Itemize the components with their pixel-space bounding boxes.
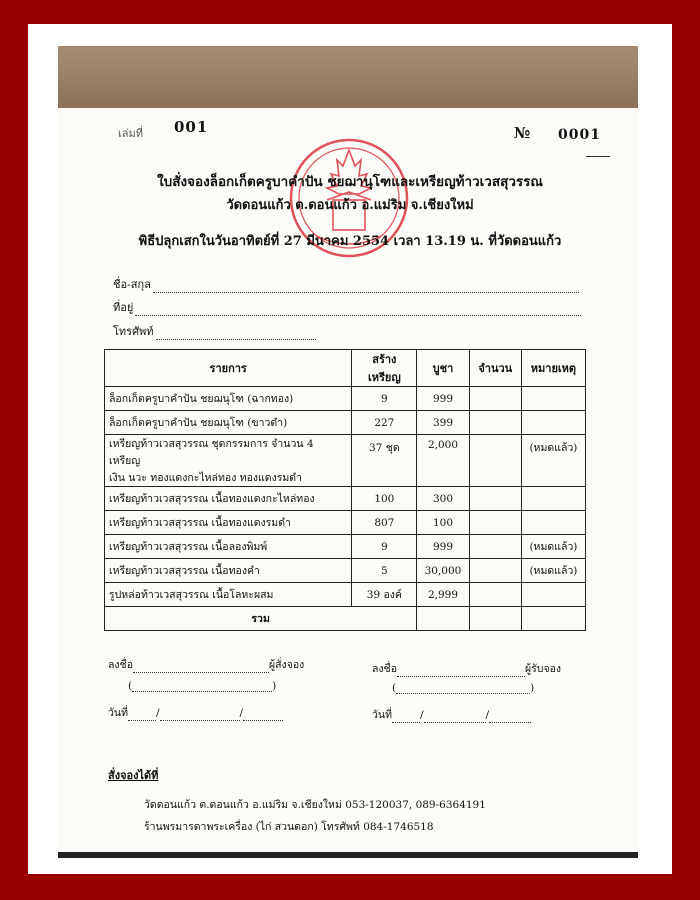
address-line[interactable] [135, 305, 581, 316]
total-price-cell [417, 607, 469, 631]
phone-line[interactable] [156, 329, 316, 340]
item-name-line2: เงิน นวะ ทองแดงกะไหล่ทอง ทองแดงรมดำ [109, 472, 303, 484]
receiver-date-label: วันที่ [372, 709, 392, 721]
temple-contact: วัดดอนแก้ว ต.ดอนแก้ว อ.แม่ริม จ.เชียงใหม่ 053-120037, 089-6364191 [144, 799, 486, 811]
item-price: 999 [417, 535, 469, 559]
item-name-line1: เหรียญท้าวเวสสุวรรณ ชุดกรรมการ จำนวน 4 เหรียญ [109, 438, 314, 467]
orderer-date[interactable]: วันที่ / / [108, 704, 283, 721]
receiver-signature[interactable] [372, 660, 561, 677]
receiver-name-line[interactable] [396, 693, 530, 694]
item-price: 300 [417, 487, 469, 511]
item-note: (หมดแล้ว) [521, 559, 585, 583]
header-note: หมายเหตุ [521, 350, 585, 387]
item-name: รูปหล่อท้าวเวสสุวรรณ เนื้อโลหะผสม [105, 583, 352, 607]
header-price: บูชา [417, 350, 469, 387]
item-price: 999 [417, 387, 469, 411]
item-qty[interactable] [469, 487, 521, 511]
date-day-line[interactable] [128, 720, 156, 721]
item-made: 9 [352, 535, 417, 559]
phone-label: โทรศัพท์ [113, 325, 154, 338]
address-label: ที่อยู่ [113, 301, 134, 314]
name-label: ชื่อ-สกุล [113, 278, 151, 291]
item-note [521, 511, 585, 535]
receiver-name-parens[interactable]: ( ) [392, 682, 535, 694]
item-qty[interactable] [469, 535, 521, 559]
table-row [105, 583, 586, 607]
item-qty[interactable] [469, 387, 521, 411]
receiver-sign-line[interactable] [397, 676, 525, 677]
total-qty-cell[interactable] [469, 607, 521, 631]
item-name: เหรียญท้าวเวสสุวรรณ เนื้อทองแดงกะไหล่ทอง [105, 487, 352, 511]
item-price: 30,000 [417, 559, 469, 583]
book-label: เล่มที่ [118, 127, 144, 140]
item-note: (หมดแล้ว) [521, 435, 585, 487]
item-made: 9 [352, 387, 417, 411]
table-row [105, 435, 586, 487]
item-note [521, 411, 585, 435]
date-month-line[interactable] [424, 722, 486, 723]
date-year-line[interactable] [489, 722, 531, 723]
item-note [521, 387, 585, 411]
table-row [105, 487, 586, 511]
table-row [105, 387, 586, 411]
ceremony-info: พิธีปลุกเสกในวันอาทิตย์ที่ 27 มีนาคม 2554 เวลา 13.19 น. ที่วัดดอนแก้ว [138, 234, 562, 249]
receiver-sign-label: ลงชื่อ [372, 663, 397, 675]
orderer-sign-line[interactable] [133, 672, 269, 673]
item-name: เหรียญท้าวเวสสุวรรณ เนื้อทองแดงรมดำ [105, 511, 352, 535]
item-made: 807 [352, 511, 417, 535]
form-title: ใบสั่งจองล็อกเก็ตครูบาคำปัน ชยฌานุโฑและเหรียญท้าวเวสสุวรรณ [157, 174, 543, 190]
number-sign: № [514, 124, 531, 142]
item-qty[interactable] [469, 583, 521, 607]
item-name: ล็อกเก็ตครูบาคำปัน ชยฌนุโฑ (ขาวดำ) [105, 411, 352, 435]
item-name: เหรียญท้าวเวสสุวรรณ เนื้อทองคำ [105, 559, 352, 583]
item-name: เหรียญท้าวเวสสุวรรณ เนื้อลองพิมพ์ [105, 535, 352, 559]
table-row [105, 411, 586, 435]
orderer-date-label: วันที่ [108, 707, 128, 719]
item-price: 399 [417, 411, 469, 435]
item-made: 39 องค์ [352, 583, 417, 607]
item-note [521, 487, 585, 511]
temple-address: วัดดอนแก้ว ต.ดอนแก้ว อ.แม่ริม จ.เชียงใหม่ [226, 198, 474, 213]
phone-field[interactable] [113, 322, 316, 340]
date-month-line[interactable] [160, 720, 240, 721]
orderer-name-line[interactable] [132, 691, 272, 692]
date-year-line[interactable] [243, 720, 283, 721]
item-price: 100 [417, 511, 469, 535]
header-made: สร้างเหรียญ [352, 350, 417, 387]
item-made: 100 [352, 487, 417, 511]
orderer-role: ผู้สั่งจอง [269, 659, 305, 671]
item-made: 5 [352, 559, 417, 583]
order-heading: สั่งจองได้ที่ [108, 769, 159, 782]
table-header-row [105, 350, 586, 387]
shop-contact: ร้านพรมารดาพระเครื่อง (ไก่ สวนดอก) โทรศัพท์ 084-1746518 [144, 821, 434, 833]
table-row [105, 511, 586, 535]
item-name [105, 435, 352, 487]
header-item: รายการ [105, 350, 352, 387]
item-name: ล็อกเก็ตครูบาคำปัน ชยฌนุโฑ (ฉากทอง) [105, 387, 352, 411]
header-qty: จำนวน [469, 350, 521, 387]
pad-binding [58, 46, 638, 109]
address-field[interactable] [113, 298, 581, 316]
book-number: 001 [174, 118, 209, 136]
table-row [105, 559, 586, 583]
item-qty[interactable] [469, 411, 521, 435]
total-note-cell [521, 607, 585, 631]
form-number: 0001 [558, 127, 601, 143]
orderer-sign-label: ลงชื่อ [108, 659, 133, 671]
receiver-role: ผู้รับจอง [525, 663, 562, 675]
table-row [105, 535, 586, 559]
item-price: 2,999 [417, 583, 469, 607]
item-made: 227 [352, 411, 417, 435]
item-note: (หมดแล้ว) [521, 535, 585, 559]
total-row [105, 607, 586, 631]
pad-bottom-edge [58, 852, 638, 858]
order-items-table [104, 349, 586, 631]
name-line[interactable] [153, 282, 579, 293]
item-qty[interactable] [469, 511, 521, 535]
item-price: 2,000 [417, 435, 469, 487]
date-day-line[interactable] [392, 722, 420, 723]
item-made: 37 ชุด [352, 435, 417, 487]
name-field[interactable] [113, 275, 579, 293]
orderer-name-parens[interactable]: ( ) [128, 680, 277, 692]
item-qty[interactable] [469, 435, 521, 487]
number-underline [586, 156, 610, 157]
receiver-date[interactable]: วันที่ / / [372, 706, 531, 723]
item-note [521, 583, 585, 607]
total-label: รวม [105, 607, 417, 631]
orderer-signature[interactable] [108, 656, 304, 673]
item-qty[interactable] [469, 559, 521, 583]
